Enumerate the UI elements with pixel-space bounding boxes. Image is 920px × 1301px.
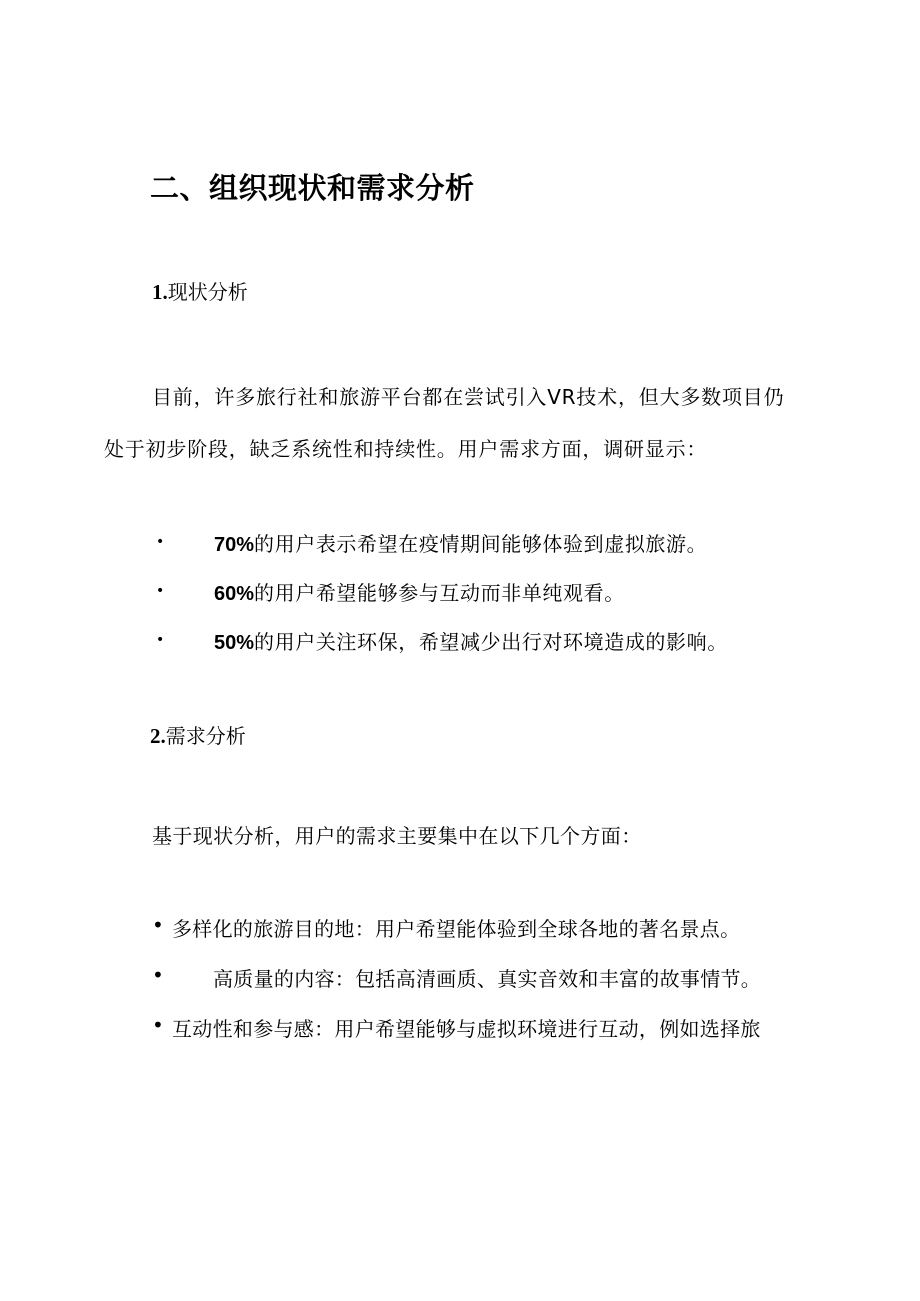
needs-list-item: 高质量的内容：包括高清画质、真实音效和丰富的故事情节。 [213, 967, 762, 991]
intro-paragraph-line-1: 目前，许多旅行社和旅游平台都在尝试引入VR技术，但大多数项目仍 [152, 385, 785, 409]
stat-percent: 50% [214, 632, 255, 654]
subheading-number: 2. [150, 724, 166, 748]
stat-percent: 70% [214, 534, 255, 556]
intro-paragraph-line-2: 处于初步阶段，缺乏系统性和持续性。用户需求方面，调研显示： [104, 437, 708, 461]
needs-list-item: 多样化的旅游目的地：用户希望能体验到全球各地的著名景点。 [172, 917, 741, 941]
bullet-icon: • [152, 963, 164, 987]
section-title: 二、组织现状和需求分析 [150, 171, 475, 205]
bullet-icon: • [156, 534, 165, 550]
stat-text: 的用户关注环保，希望减少出行对环境造成的影响。 [254, 630, 728, 654]
subheading-needs-analysis [150, 720, 246, 749]
stat-text: 的用户表示希望在疫情期间能够体验到虚拟旅游。 [254, 532, 708, 556]
bullet-icon: • [152, 1013, 164, 1037]
bullet-icon: • [156, 583, 165, 599]
needs-list-item: 互动性和参与感：用户希望能够与虚拟环境进行互动，例如选择旅 [172, 1017, 761, 1041]
bullet-icon: • [152, 913, 164, 937]
stat-list-item [214, 528, 707, 557]
needs-intro-paragraph: 基于现状分析，用户的需求主要集中在以下几个方面： [152, 824, 642, 848]
stat-text: 的用户希望能够参与互动而非单纯观看。 [254, 581, 625, 605]
stat-list-item [214, 577, 625, 606]
subheading-number: 1. [152, 280, 168, 304]
subheading-text: 现状分析 [167, 280, 248, 304]
subheading-status-analysis [152, 276, 248, 305]
stat-percent: 60% [214, 583, 255, 605]
bullet-icon: • [156, 632, 165, 648]
stat-list-item [214, 626, 728, 655]
subheading-text: 需求分析 [165, 724, 246, 748]
